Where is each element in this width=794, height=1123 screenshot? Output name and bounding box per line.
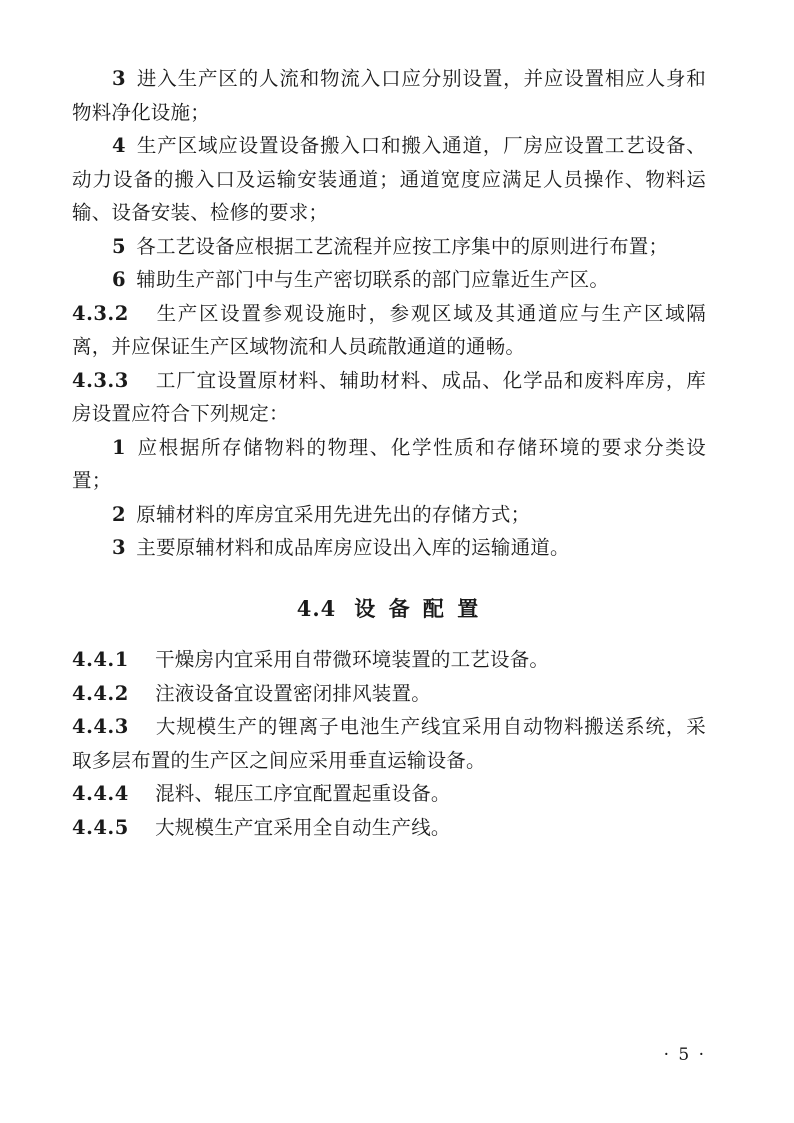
list-item-number: 4 [111,134,126,158]
section-title: 设 备 配 置 [354,595,482,621]
clause-paragraph [72,677,706,711]
list-item-text: 各工艺设备应根据工艺流程并应按工序集中的原则进行布置； [136,234,669,258]
list-item [72,263,706,297]
clause-text: 大规模生产的锂离子电池生产线宜采用自动物料搬送系统，采取多层布置的生产区之间应采用垂直运输设备。 [72,715,706,772]
list-item-number: 1 [111,435,126,459]
list-item-text: 主要原辅材料和成品库房应设出入库的运输通道。 [136,536,570,560]
list-item-number: 3 [111,536,126,560]
clause-paragraph [72,297,706,364]
list-item-text: 辅助生产部门中与生产密切联系的部门应靠近生产区。 [136,268,610,292]
list-item [72,498,706,532]
clause-paragraph [72,364,706,431]
list-item-number: 2 [111,502,126,526]
clause-paragraph [72,710,706,777]
list-item-text: 进入生产区的人流和物流入口应分别设置，并应设置相应人身和物料净化设施； [72,67,706,124]
clause-paragraph [72,811,706,845]
clause-number: 4.4.1 [72,648,129,672]
list-item [72,531,706,565]
clause-number: 4.4.2 [72,681,129,705]
list-item-number: 6 [111,268,126,292]
clause-text: 混料、辊压工序宜配置起重设备。 [155,782,451,806]
page-number: · 5 · [663,1045,706,1065]
list-item [72,129,706,230]
clause-text: 注液设备宜设置密闭排风装置。 [155,681,431,705]
page-body [72,62,706,844]
list-item-text: 生产区域应设置设备搬入口和搬入通道，厂房应设置工艺设备、动力设备的搬入口及运输安装通道；通道宽度应满足人员操作、物料运输、设备安装、检修的要求； [72,134,706,225]
list-item [72,431,706,498]
list-item [72,62,706,129]
clause-text: 大规模生产宜采用全自动生产线。 [155,815,451,839]
clause-number: 4.3.3 [72,368,129,392]
clause-paragraph [72,643,706,677]
clause-number: 4.4.3 [72,715,129,739]
clause-number: 4.3.2 [72,301,129,325]
clause-text: 生产区设置参观设施时，参观区域及其通道应与生产区域隔离，并应保证生产区域物流和人员疏散通道的通畅。 [72,301,706,359]
list-item-number: 3 [111,67,126,90]
list-item-number: 5 [111,234,126,258]
section-number: 4.4 [296,595,337,621]
list-item-text: 应根据所存储物料的物理、化学性质和存储环境的要求分类设置； [72,435,706,493]
section-heading [72,591,706,627]
list-item [72,230,706,264]
clause-text: 干燥房内宜采用自带微环境装置的工艺设备。 [155,648,550,672]
clause-number: 4.4.4 [72,782,129,806]
clause-text: 工厂宜设置原材料、辅助材料、成品、化学品和废料库房，库房设置应符合下列规定： [72,368,706,426]
clause-paragraph [72,777,706,811]
list-item-text: 原辅材料的库房宜采用先进先出的存储方式； [136,502,531,526]
clause-number: 4.4.5 [72,815,129,839]
